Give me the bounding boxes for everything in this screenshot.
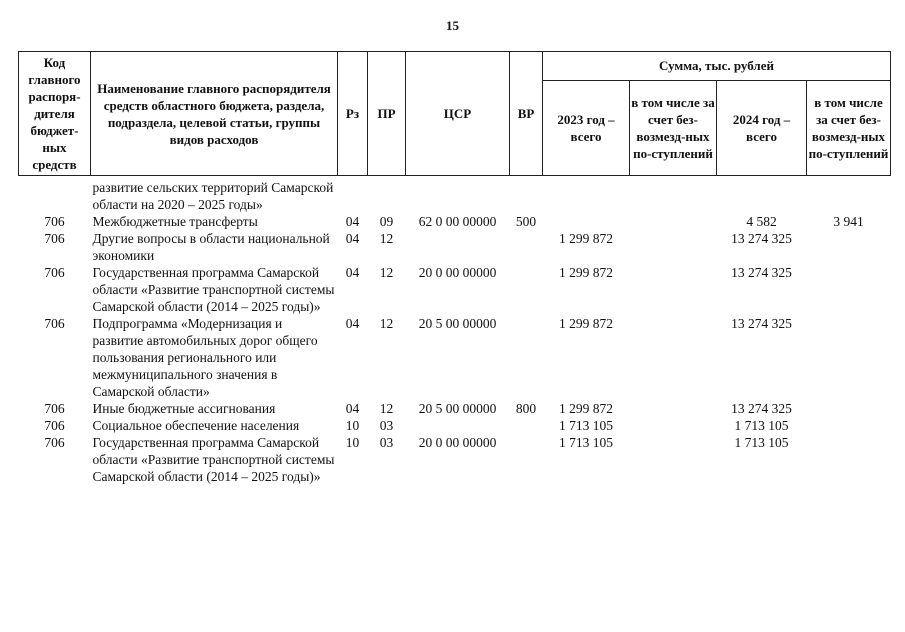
row-2023-total [543,176,630,214]
row-pr: 03 [379,435,394,450]
row-2023-total: 1 713 105 [559,435,613,450]
row-rz: 04 [345,231,360,246]
row-2024-free: 3 941 [833,214,864,229]
header-name: Наименование главного распорядителя средств областного бюджета, раздела, подраздела, целевой статьи, группы видов расходов [91,52,338,176]
row-2023-free [630,213,717,230]
table-row [19,417,891,434]
row-vr [510,264,543,315]
table-row [19,434,891,485]
header-pr: ПР [368,52,406,176]
row-csr: 20 5 00 00000 [418,316,497,331]
header-rz: Рз [338,52,368,176]
row-2023-total: 1 299 872 [559,231,613,246]
row-name: Межбюджетные трансферты [92,214,258,229]
row-pr: 12 [379,401,394,416]
row-2024-free [807,315,891,400]
table-row [19,400,891,417]
row-code: 706 [44,316,65,331]
row-2024-free [807,176,891,214]
row-vr [510,434,543,485]
row-csr [406,176,510,214]
table-row [19,230,891,264]
row-rz: 04 [345,214,360,229]
table-row [19,264,891,315]
row-rz: 04 [345,265,360,280]
header-csr: ЦСР [406,52,510,176]
header-vr: ВР [510,52,543,176]
row-2024-total: 13 274 325 [731,231,792,246]
row-2023-total: 1 299 872 [559,316,613,331]
row-2024-total: 1 713 105 [734,435,789,450]
row-2023-free [630,315,717,400]
row-pr: 12 [379,265,394,280]
row-2024-total: 13 274 325 [731,316,792,331]
row-2024-total: 13 274 325 [731,265,792,280]
row-code: 706 [44,401,65,416]
row-csr: 20 0 00 00000 [418,435,497,450]
row-name: Социальное обеспечение населения [92,418,300,433]
row-vr [510,230,543,264]
row-code: 706 [44,214,65,229]
row-rz: 10 [345,418,360,433]
row-code: 706 [44,418,65,433]
header-2024-total: 2024 год – всего [717,80,807,175]
row-pr: 09 [379,214,394,229]
table-row [19,213,891,230]
row-name: Другие вопросы в области национальной экономики [92,231,330,263]
row-2024-free [807,400,891,417]
table-body [19,176,891,486]
header-2023-free: в том числе за счет без-возмезд-ных по-ступлений [630,80,717,175]
header-2024-free: в том числе за счет без-возмезд-ных по-ступлений [807,80,891,175]
row-code: 706 [44,231,65,246]
table-row [19,315,891,400]
row-name: Иные бюджетные ассигнования [92,401,276,416]
row-2023-free [630,230,717,264]
header-2023-total: 2023 год – всего [543,80,630,175]
table-header [19,52,891,176]
row-rz: 04 [345,401,360,416]
row-2023-total: 1 299 872 [559,401,613,416]
row-vr [510,417,543,434]
row-vr [510,176,543,214]
header-code: Код главного распоря-дителя бюджет-ных средств [19,52,91,176]
row-name: Подпрограмма «Модернизация и развитие автомобильных дорог общего пользования регионального или межмуниципального значения в Самарской области» [92,316,318,399]
row-pr: 03 [379,418,394,433]
row-2023-free [630,264,717,315]
row-csr: 20 0 00 00000 [418,265,497,280]
budget-table [18,51,891,485]
table-row [19,176,891,214]
row-pr: 12 [379,316,394,331]
row-code: 706 [44,265,65,280]
row-2023-total: 1 299 872 [559,265,613,280]
row-2023-free [630,400,717,417]
row-rz: 10 [345,435,360,450]
row-code [19,176,91,214]
row-2023-free [630,434,717,485]
row-2024-free [807,230,891,264]
row-csr: 62 0 00 00000 [418,214,497,229]
row-csr [406,417,510,434]
row-pr: 12 [379,231,394,246]
row-code: 706 [44,435,65,450]
row-2024-total: 4 582 [746,214,777,229]
row-name: Государственная программа Самарской области «Развитие транспортной системы Самарской области (2014 – 2025 годы)» [92,265,335,314]
row-2023-free [630,176,717,214]
row-2023-free [630,417,717,434]
row-pr [368,176,406,214]
row-2024-free [807,264,891,315]
page-number: 15 [446,18,459,33]
row-2024-free [807,417,891,434]
row-2024-total [717,176,807,214]
row-vr [510,315,543,400]
row-rz [338,176,368,214]
header-sum: Сумма, тыс. рублей [543,52,891,81]
row-rz: 04 [345,316,360,331]
row-2024-total: 1 713 105 [734,418,789,433]
row-2023-total [543,213,630,230]
row-name: Государственная программа Самарской области «Развитие транспортной системы Самарской области (2014 – 2025 годы)» [92,435,335,484]
row-2024-total: 13 274 325 [731,401,792,416]
row-vr: 800 [515,401,537,416]
row-csr: 20 5 00 00000 [418,401,497,416]
row-name: развитие сельских территорий Самарской области на 2020 – 2025 годы» [92,180,334,212]
row-vr: 500 [515,214,537,229]
row-csr [406,230,510,264]
row-2024-free [807,434,891,485]
row-2023-total: 1 713 105 [559,418,613,433]
